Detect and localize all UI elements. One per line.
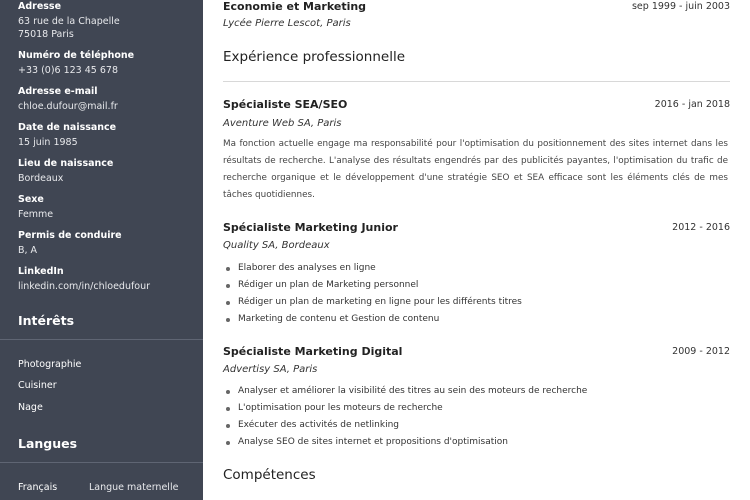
job-company: Quality SA, Bordeaux	[223, 240, 330, 251]
job-bullets	[223, 260, 522, 328]
birthdate-value: 15 juin 1985	[18, 137, 78, 148]
bullet-icon	[226, 318, 230, 322]
languages-title: Langues	[18, 436, 78, 451]
interest-item: Photographie	[18, 359, 82, 370]
education-school: Lycée Pierre Lescot, Paris	[223, 18, 351, 29]
address-line1: 63 rue de la Chapelle	[18, 16, 120, 27]
birthdate-label: Date de naissance	[18, 122, 117, 133]
job-company: Advertisy SA, Paris	[223, 364, 318, 375]
bullet-icon	[226, 424, 230, 428]
bullet-icon	[226, 267, 230, 271]
job-dates: 2016 - jan 2018	[654, 99, 730, 110]
bullet-icon	[226, 390, 230, 394]
interest-item: Nage	[18, 402, 43, 413]
phone-label: Numéro de téléphone	[18, 50, 135, 61]
languages-divider	[0, 462, 203, 463]
interest-item: Cuisiner	[18, 380, 57, 391]
list-item: Analyse SEO de sites internet et propositions d'optimisation	[223, 434, 587, 451]
bullet-icon	[226, 407, 230, 411]
experience-rule	[223, 81, 730, 82]
job-dates: 2009 - 2012	[672, 346, 730, 357]
license-value: B, A	[18, 245, 38, 256]
bullet-icon	[226, 284, 230, 288]
list-item: Rédiger un plan de marketing en ligne pour les différents titres	[223, 294, 522, 311]
email-value: chloe.dufour@mail.fr	[18, 101, 118, 112]
education-dates: sep 1999 - juin 2003	[631, 1, 730, 12]
list-item: Elaborer des analyses en ligne	[223, 260, 522, 277]
birthplace-label: Lieu de naissance	[18, 158, 114, 169]
email-label: Adresse e-mail	[18, 86, 98, 97]
license-label: Permis de conduire	[18, 230, 122, 241]
address-label: Adresse	[18, 1, 62, 12]
experience-heading: Expérience professionnelle	[223, 49, 406, 65]
sex-label: Sexe	[18, 194, 44, 205]
interests-divider	[0, 339, 203, 340]
list-item: Exécuter des activités de netlinking	[223, 417, 587, 434]
main-content	[203, 0, 750, 500]
job-bullets	[223, 383, 587, 451]
job-company: Aventure Web SA, Paris	[223, 118, 342, 129]
phone-value: +33 (0)6 123 45 678	[18, 65, 118, 76]
language-name: Français	[18, 482, 58, 493]
linkedin-label: LinkedIn	[18, 266, 64, 277]
job-title: Spécialiste SEA/SEO	[223, 98, 348, 111]
address-line2: 75018 Paris	[18, 29, 74, 40]
education-title: Economie et Marketing	[223, 0, 367, 13]
birthplace-value: Bordeaux	[18, 173, 64, 184]
skills-heading: Compétences	[223, 467, 316, 483]
job-dates: 2012 - 2016	[672, 222, 730, 233]
interests-title: Intérêts	[18, 313, 75, 328]
language-level: Langue maternelle	[89, 482, 179, 493]
bullet-icon	[226, 441, 230, 445]
bullet-icon	[226, 301, 230, 305]
job-description: Ma fonction actuelle engage ma responsabilité pour l'optimisation du positionnement des sites internet dans les résultats de recherche. L'analyse des résultats engendrés par des publicités payantes, l'optimisation du trafic de recherche organique et le développement d'une stratégie SEO et SEA efficace sont les éléments clés de mes tâches quotidiennes.	[223, 139, 728, 200]
sidebar	[0, 0, 203, 500]
job-title: Spécialiste Marketing Digital	[223, 345, 403, 358]
linkedin-link[interactable]: linkedin.com/in/chloedufour	[18, 281, 151, 292]
list-item: Marketing de contenu et Gestion de contenu	[223, 311, 522, 328]
list-item: Rédiger un plan de Marketing personnel	[223, 277, 522, 294]
list-item: L'optimisation pour les moteurs de recherche	[223, 400, 587, 417]
list-item: Analyser et améliorer la visibilité des titres au sein des moteurs de recherche	[223, 383, 587, 400]
job-title: Spécialiste Marketing Junior	[223, 221, 398, 234]
sex-value: Femme	[18, 209, 54, 220]
